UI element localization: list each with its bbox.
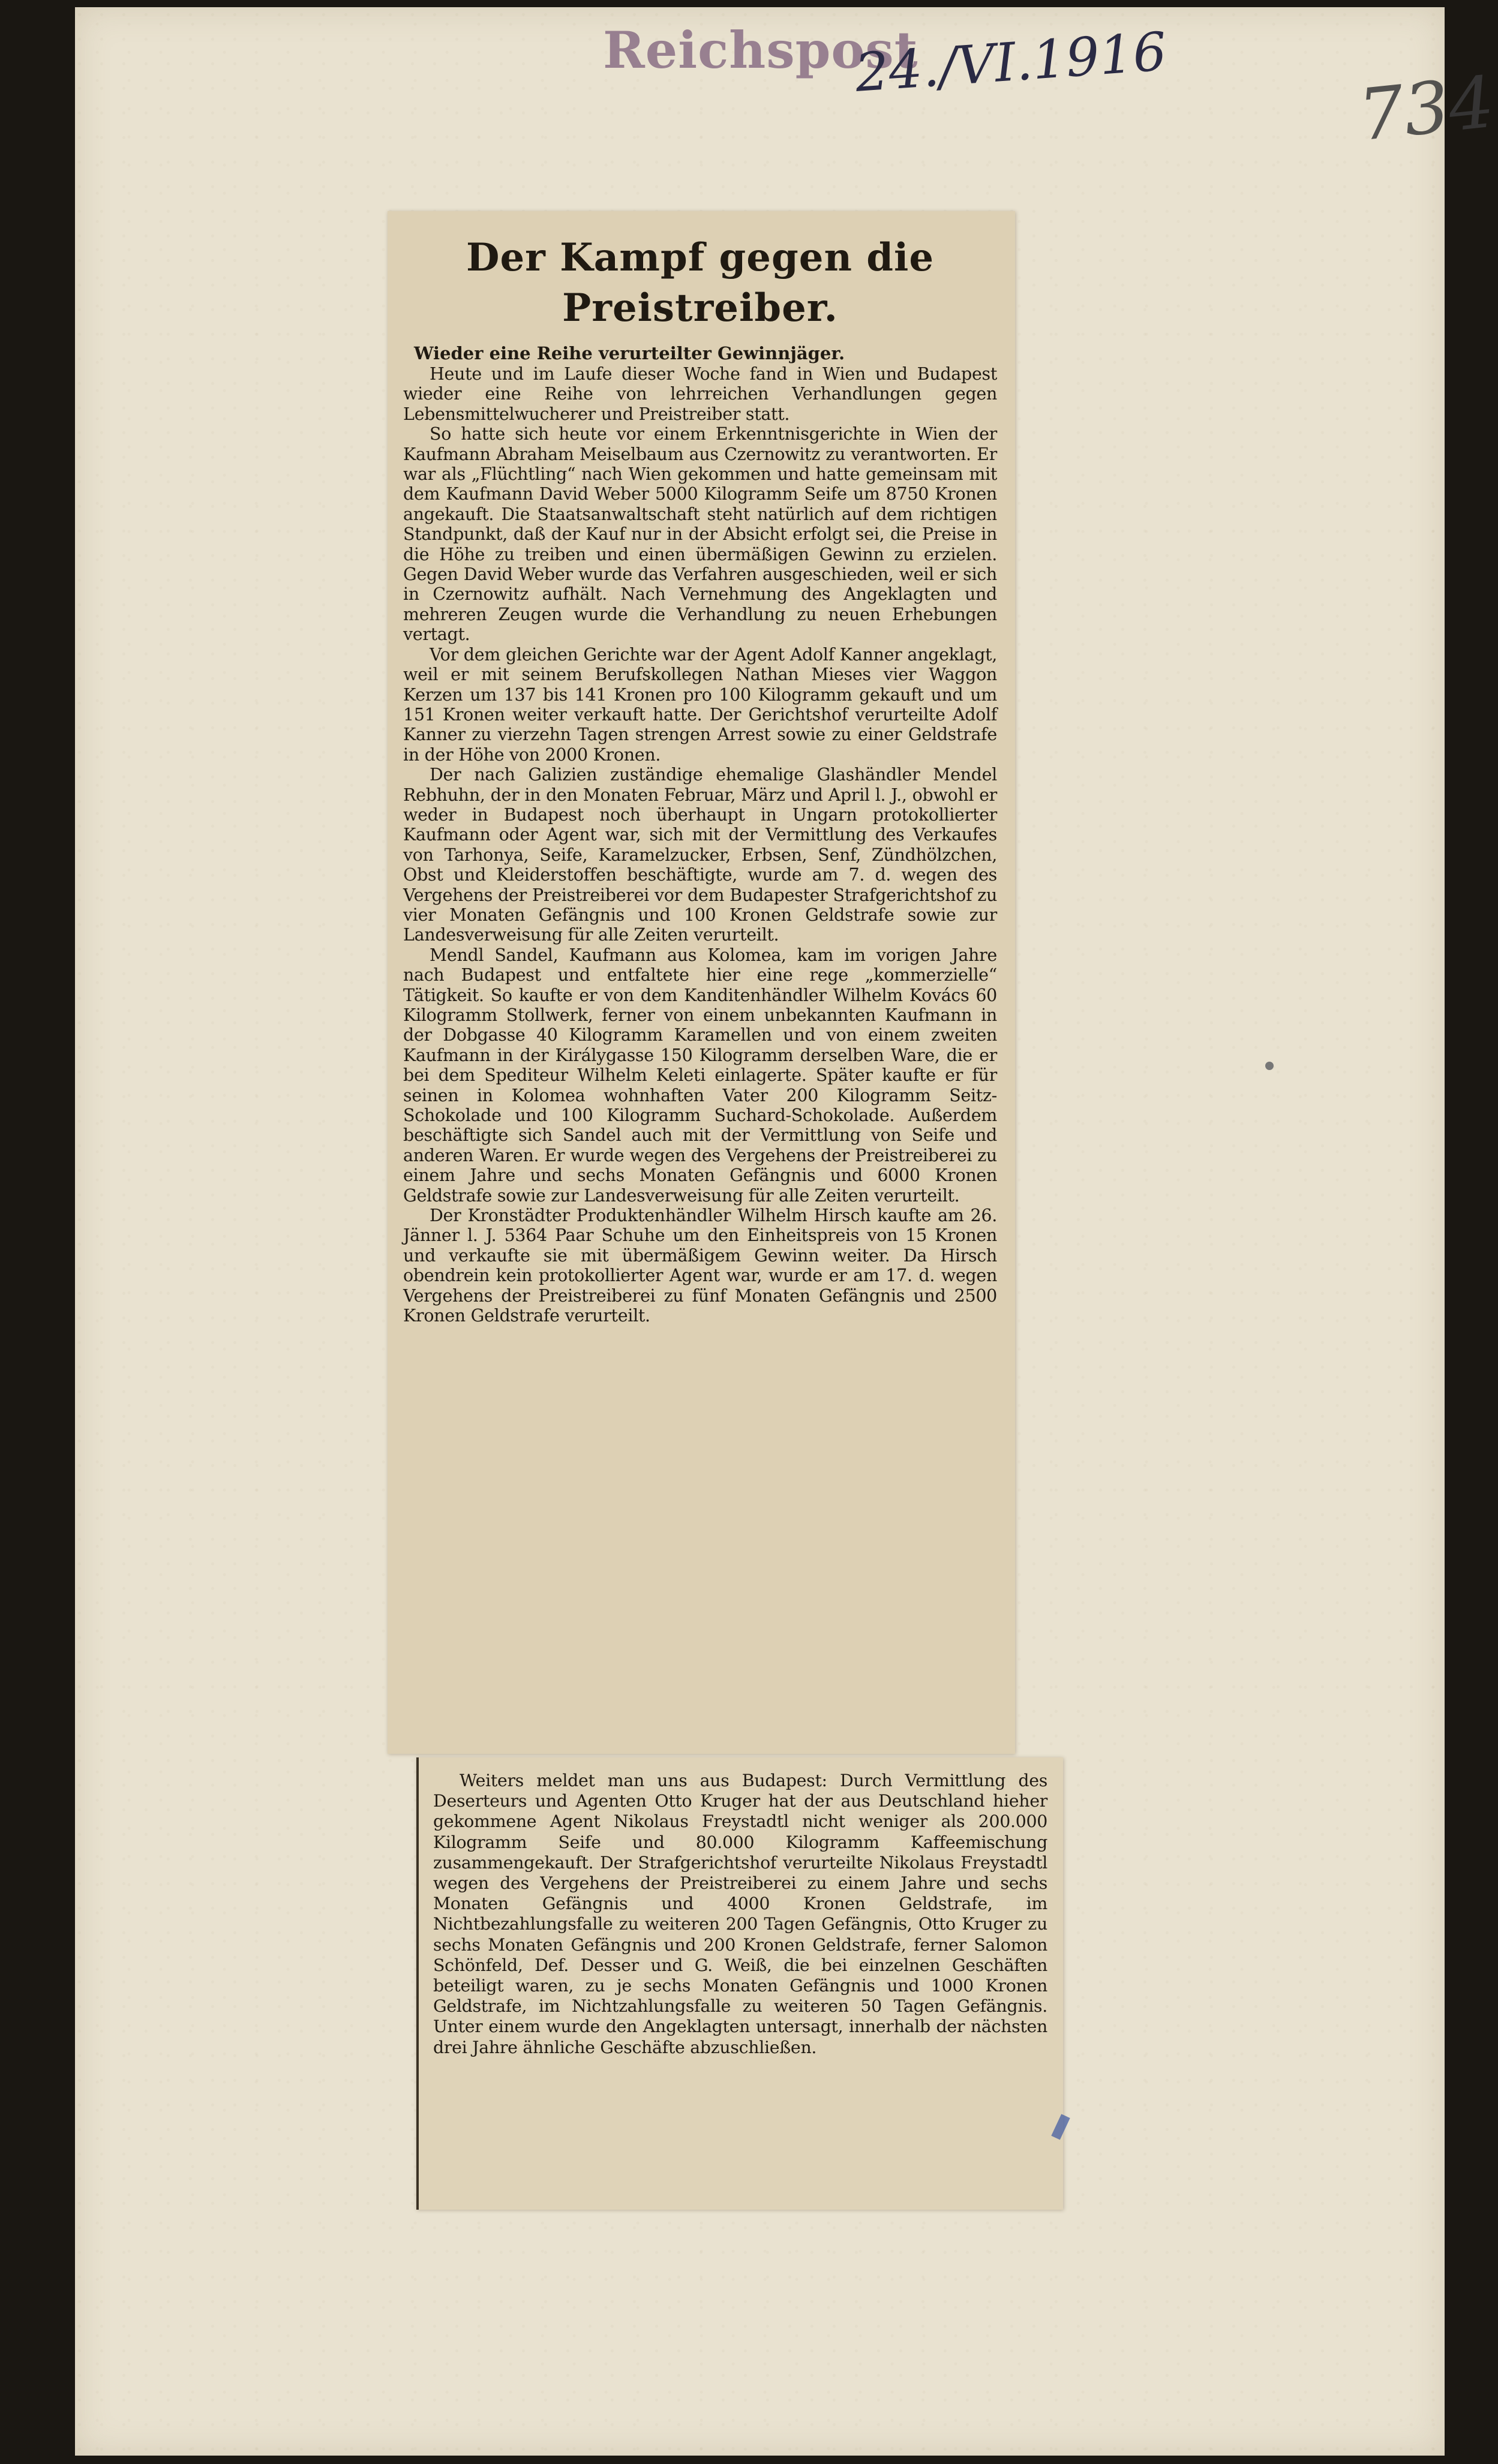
article-paragraph: Vor dem gleichen Gerichte war der Agent Adolf Kanner angeklagt, weil er mit seinem Berufskollegen Nathan Mieses vier Waggon Kerzen um 137 bis 141 Kronen pro 100 Kilogramm gekauft und um 151 Kronen weiter verkauft hatte. Der Gerichtshof verurteilte Adolf Kanner zu vierzehn Tagen strengen Arrest sowie zu einer Geldstrafe in der Höhe von 2000 Kronen. xyxy=(403,644,997,765)
article-subheadline: Wieder eine Reihe verurteilter Gewinnjäger. xyxy=(414,343,845,363)
article-paragraph: So hatte sich heute vor einem Erkenntnisgerichte in Wien der Kaufmann Abraham Meiselbaum aus Czernowitz zu verantworten. Er war als „Flüchtling“ nach Wien gekommen und hatte gemeinsam mit dem Kaufmann David Weber 5000 Kilogramm Seife um 8750 Kronen angekauft. Die Staatsanwaltschaft steht natürlich auf dem richtigen Standpunkt, daß der Kauf nur in der Absicht erfolgt sei, die Preise in die Höhe zu treiben und einen übermäßigen Gewinn zu erzielen. Gegen David Weber wurde das Verfahren ausgeschieden, weil er sich in Czernowitz aufhält. Nach Vernehmung des Angeklagten und mehreren Zeugen wurde die Verhandlung zu neuen Erhebungen vertagt. xyxy=(403,424,997,645)
handwritten-date: 24./VI.1916 xyxy=(853,20,1169,104)
newspaper-clipping-main xyxy=(388,211,1015,1754)
continuation-paragraph: Weiters meldet man uns aus Budapest: Durch Vermittlung des Deserteurs und Agenten Otto Kruger hat der aus Deutschland hieher gekommene Agent Nikolaus Freystadtl nicht weniger als 200.000 Kilogramm Seife und 80.000 Kilogramm Kaffeemischung zusammengekauft. Der Strafgerichtshof verurteilte Nikolaus Freystadtl wegen des Vergehens der Preistreiberei zu einem Jahre und sechs Monaten Gefängnis und 4000 Kronen Geldstrafe, im Nichtbezahlungsfalle zu weiteren 200 Tagen Gefängnis, Otto Kruger zu sechs Monaten Gefängnis und 200 Kronen Geldstrafe, ferner Salomon Schönfeld, Def. Desser und G. Weiß, die bei einzelnen Geschäften beteiligt waren, zu je sechs Monaten Gefängnis und 1000 Kronen Geldstrafe, im Nichtzahlungsfalle zu weiteren 50 Tagen Gefängnis. Unter einem wurde den Angeklagten untersagt, innerhalb der nächsten drei Jahre ähnliche Geschäfte abzuschließen. xyxy=(433,1771,1047,2057)
newspaper-clipping-continuation xyxy=(416,1757,1063,2210)
article-paragraph: Der Kronstädter Produktenhändler Wilhelm Hirsch kaufte am 26. Jänner l. J. 5364 Paar Schuhe um den Einheitspreis von 15 Kronen und verkaufte sie mit übermäßigem Gewinn weiter. Da Hirsch obendrein kein protokollierter Agent war, wurde er am 17. d. wegen Vergehens der Preistreiberei zu fünf Monaten Gefängnis und 2500 Kronen Geldstrafe verurteilt. xyxy=(403,1206,997,1326)
article-paragraph: Heute und im Laufe dieser Woche fand in Wien und Budapest wieder eine Reihe von lehrreichen Verhandlungen gegen Lebensmittelwucherer und Preistreiber statt. xyxy=(403,364,997,424)
paper-mark xyxy=(1265,1062,1274,1070)
article-headline: Der Kampf gegen die Preistreiber. xyxy=(466,235,935,330)
column-rule xyxy=(416,1757,419,2210)
article-paragraph: Der nach Galizien zuständige ehemalige Glashändler Mendel Rebhuhn, der in den Monaten Februar, März und April l. J., obwohl er weder in Budapest noch überhaupt in Ungarn protokollierter Kaufmann oder Agent war, sich mit der Vermittlung des Verkaufes von Tarhonya, Seife, Karamelzucker, Erbsen, Senf, Zündhölzchen, Obst und Kleiderstoffen beschäftigte, wurde am 7. d. wegen des Vergehens der Preistreiberei vor dem Budapester Strafgerichtshof zu vier Monaten Gefängnis und 100 Kronen Geldstrafe sowie zur Landesverweisung für alle Zeiten verurteilt. xyxy=(403,765,997,945)
handwritten-page-number: 734 xyxy=(1355,60,1498,157)
newspaper-stamp: Reichspost xyxy=(603,20,918,80)
article-paragraph: Mendl Sandel, Kaufmann aus Kolomea, kam im vorigen Jahre nach Budapest und entfaltete hier eine rege „kommerzielle“ Tätigkeit. So kaufte er von dem Kanditenhändler Wilhelm Kovács 60 Kilogramm Stollwerk, ferner von einem unbekannten Kaufmann in der Dobgasse 40 Kilogramm Karamellen und von einem zweiten Kaufmann in der Királygasse 150 Kilogramm derselben Ware, die er bei dem Spediteur Wilhelm Keleti einlagerte. Später kaufte er für seinen in Kolomea wohnhaften Vater 200 Kilogramm Seitz-Schokolade und 100 Kilogramm Suchard-Schokolade. Außerdem beschäftigte sich Sandel auch mit der Vermittlung von Seife und anderen Waren. Er wurde wegen des Vergehens der Preistreiberei zu einem Jahre und sechs Monaten Gefängnis und 6000 Kronen Geldstrafe sowie zur Landesverweisung für alle Zeiten verurteilt. xyxy=(403,945,997,1206)
